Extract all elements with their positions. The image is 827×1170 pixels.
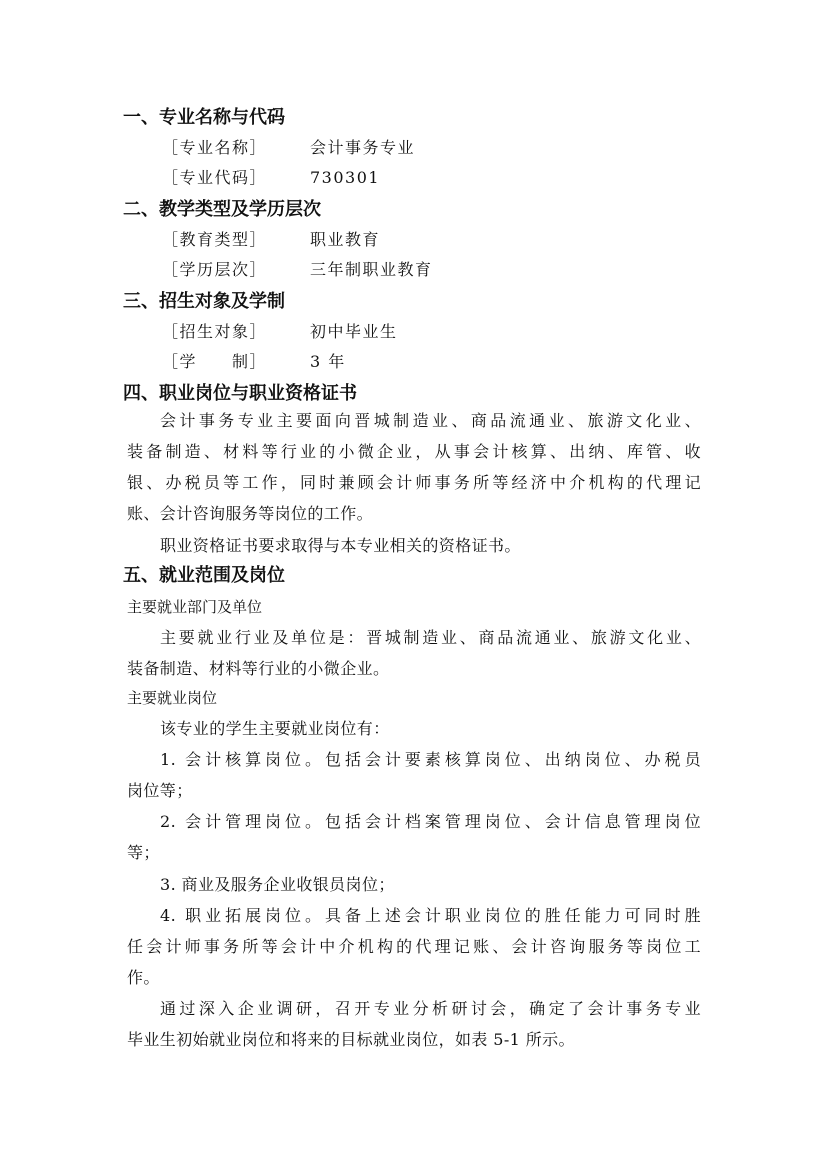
section-heading-5: 五、就业范围及岗位 [123, 565, 285, 586]
list-item-continued: 作。 [127, 968, 160, 987]
paragraph-line: 银、办税员等工作，同时兼顾会计师事务所等经济中介机构的代理记 [127, 473, 701, 492]
paragraph-line: 装备制造、材料等行业的小微企业，从事会计核算、出纳、库管、收 [127, 442, 701, 461]
field-label-education-type: ［教育类型］ [162, 230, 268, 249]
field-value-major-name: 会计事务专业 [310, 138, 416, 157]
list-item-continued: 任会计师事务所等会计中介机构的代理记账、会计咨询服务等岗位工 [127, 937, 701, 956]
paragraph-line: 会计事务专业主要面向晋城制造业、商品流通业、旅游文化业、 [160, 411, 701, 430]
field-value-study-system: 3 年 [310, 352, 346, 371]
subheading-employment-positions: 主要就业岗位 [127, 689, 218, 707]
field-value-education-level: 三年制职业教育 [310, 260, 433, 279]
field-label-major-code: ［专业代码］ [162, 168, 268, 187]
paragraph-certificate: 职业资格证书要求取得与本专业相关的资格证书。 [160, 536, 521, 555]
paragraph-line: 通过深入企业调研，召开专业分析研讨会，确定了会计事务专业 [160, 999, 701, 1018]
list-item: 1. 会计核算岗位。包括会计要素核算岗位、出纳岗位、办税员 [160, 750, 701, 769]
list-item: 4. 职业拓展岗位。具备上述会计职业岗位的胜任能力可同时胜 [160, 906, 701, 925]
field-label-education-level: ［学历层次］ [162, 260, 268, 279]
section-heading-2: 二、教学类型及学历层次 [123, 199, 321, 220]
field-label-major-name: ［专业名称］ [162, 138, 268, 157]
paragraph-line: 账、会计咨询服务等岗位的工作。 [127, 504, 374, 523]
field-value-enrollment-target: 初中毕业生 [310, 322, 398, 341]
field-value-major-code: 730301 [310, 168, 381, 187]
paragraph-intro: 该专业的学生主要就业岗位有： [160, 719, 390, 738]
section-heading-1: 一、专业名称与代码 [123, 107, 285, 128]
list-item-continued: 岗位等； [127, 781, 193, 800]
list-item-continued: 等； [127, 843, 160, 862]
list-item: 3. 商业及服务企业收银员岗位； [160, 875, 395, 894]
list-item: 2. 会计管理岗位。包括会计档案管理岗位、会计信息管理岗位 [160, 812, 701, 831]
paragraph-line: 主要就业行业及单位是：晋城制造业、商品流通业、旅游文化业、 [160, 628, 701, 647]
paragraph-line: 毕业生初始就业岗位和将来的目标就业岗位，如表 5-1 所示。 [127, 1030, 575, 1049]
section-heading-4: 四、职业岗位与职业资格证书 [123, 383, 357, 404]
paragraph-line: 装备制造、材料等行业的小微企业。 [127, 659, 390, 678]
subheading-employment-units: 主要就业部门及单位 [127, 598, 263, 616]
section-heading-3: 三、招生对象及学制 [123, 291, 285, 312]
field-label-study-system: ［学 制］ [162, 352, 268, 371]
field-value-education-type: 职业教育 [310, 230, 381, 249]
field-label-enrollment-target: ［招生对象］ [162, 322, 268, 341]
